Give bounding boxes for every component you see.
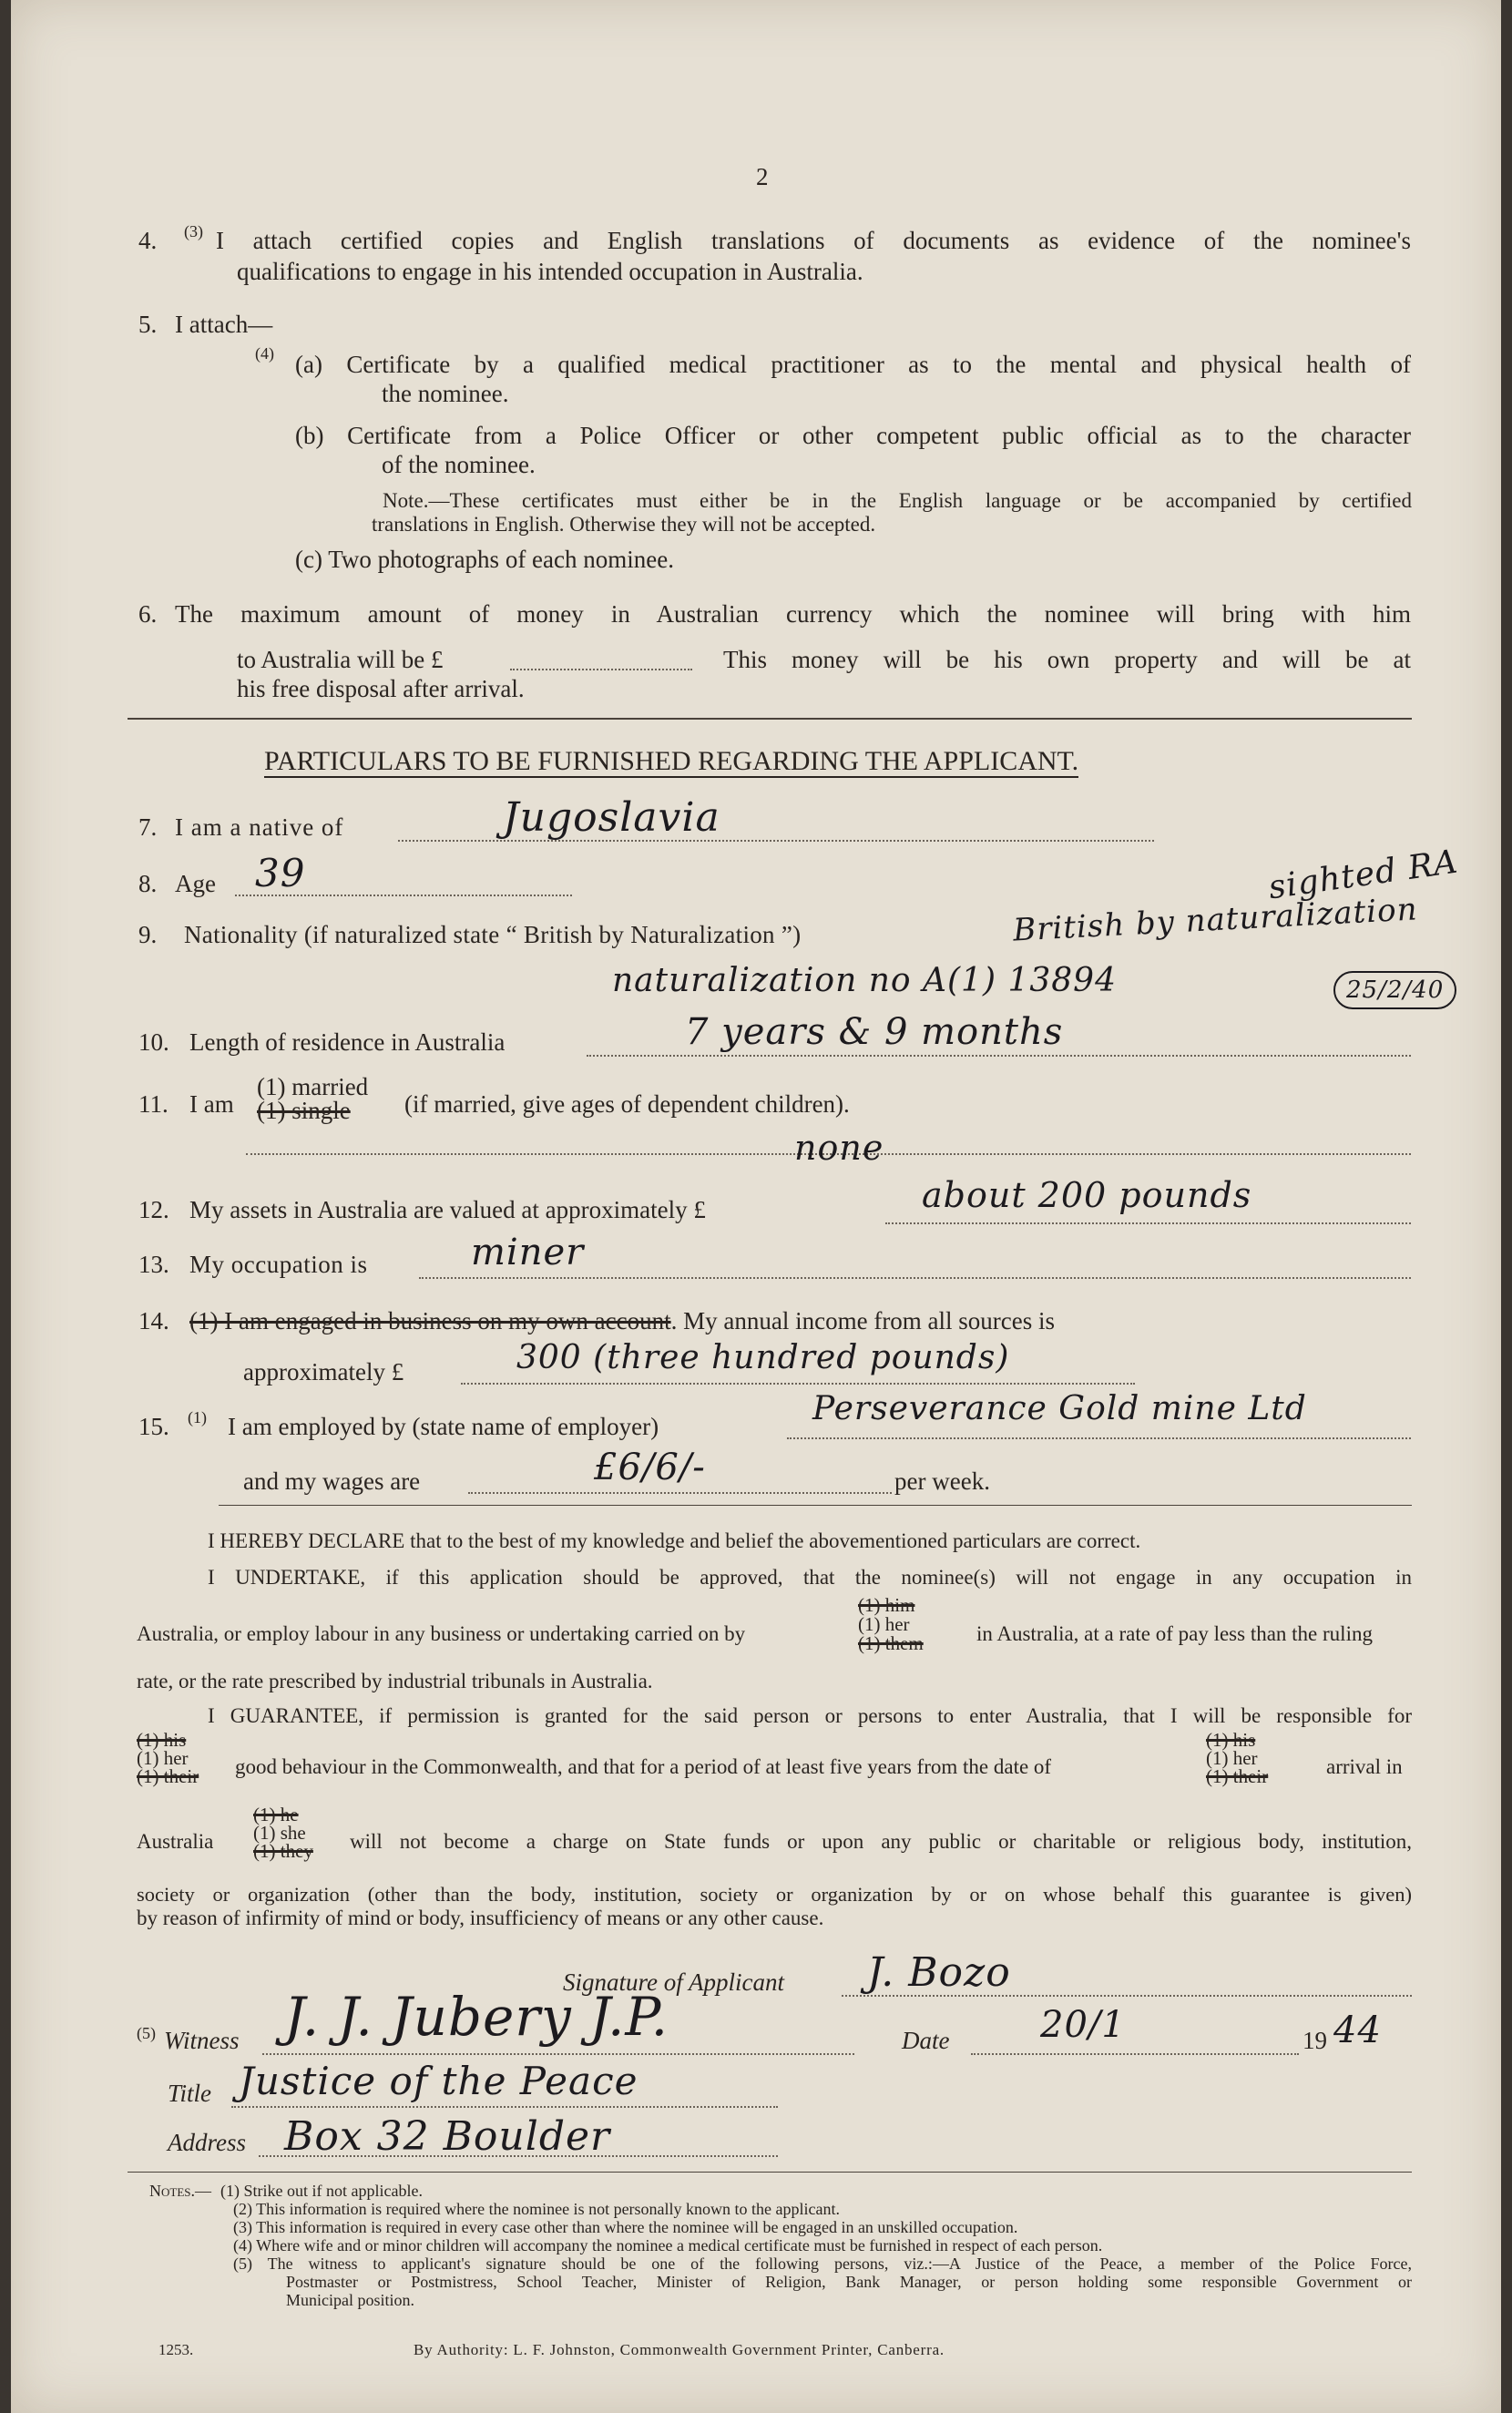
item-5b-line1: (b) Certificate from a Police Officer or other competent public official as to the character — [295, 422, 1411, 449]
item-11-option-single: (1) single — [257, 1097, 351, 1124]
item-7-number: 7. — [138, 813, 158, 841]
guarantee3-option-she: (1) she — [253, 1822, 306, 1844]
item-4-line1: I attach certified copies and English translations of documents as evidence of the nominee's — [216, 227, 1411, 254]
form-number: 1253. — [158, 2341, 194, 2358]
item-5-note-line1: Note.—These certificates must either be in the English language or be accompanied by certified — [383, 489, 1412, 512]
date-value: 20/1 — [1040, 2004, 1126, 2046]
item-6-number: 6. — [138, 600, 158, 628]
item-9-value1: British by naturalization — [1012, 891, 1419, 949]
witness-value: J. J. Jubery J.P. — [284, 1986, 669, 2048]
undertake-option-her: (1) her — [858, 1613, 910, 1635]
note-3: (3) This information is required in every case other than where the nominee will be engaged in an unskilled occupation. — [233, 2218, 1018, 2236]
note-1: (1) Strike out if not applicable. — [220, 2182, 423, 2200]
undertake-pronoun-options — [858, 1596, 924, 1653]
declaration-guarantee-d: society or organization (other than the body, institution, society or organization by or on whose behalf this guarantee is given) — [137, 1883, 1412, 1906]
year-prefix: 19 — [1303, 2027, 1327, 2054]
declaration-declare: I HEREBY DECLARE that to the best of my knowledge and belief the abovementioned particulars are correct. — [208, 1529, 1141, 1552]
guarantee2-option-their: (1) their — [1206, 1765, 1269, 1787]
note-4: (4) Where wife and or minor children will accompany the nominee a medical certificate must be furnished in respect of each person. — [233, 2236, 1103, 2255]
guarantee1-option-their: (1) their — [137, 1765, 199, 1787]
item-12-value: about 200 pounds — [922, 1175, 1252, 1215]
item-11-value: none — [794, 1128, 884, 1168]
item-14-label-b: approximately £ — [243, 1358, 404, 1385]
item-8-value: 39 — [255, 851, 306, 895]
declaration-undertake-b2: in Australia, at a rate of pay less than the ruling — [976, 1622, 1373, 1645]
page-number: 2 — [756, 163, 769, 190]
witness-line — [262, 2053, 854, 2055]
guarantee-pronoun-options-1 — [137, 1731, 199, 1785]
item-9-stamp: 25/2/40 — [1333, 971, 1456, 1009]
item-4-number: 4. — [138, 227, 158, 254]
item-9-label: Nationality (if naturalized state “ British by Naturalization ”) — [184, 921, 802, 948]
item-6-line2a: to Australia will be £ — [237, 646, 444, 673]
section-divider — [128, 718, 1412, 720]
item-13-number: 13. — [138, 1251, 169, 1278]
item-11-label-b: (if married, give ages of dependent children). — [404, 1090, 850, 1118]
undertake-option-him: (1) him — [858, 1594, 915, 1616]
item-15-wages-label: and my wages are — [243, 1467, 421, 1495]
item-4-sup: (3) — [184, 222, 203, 240]
item-5-note-line2: translations in English. Otherwise they will not be accepted. — [372, 513, 876, 536]
declaration-guarantee-b: good behaviour in the Commonwealth, and that for a period of at least five years from the date of — [235, 1755, 1052, 1778]
item-8-number: 8. — [138, 870, 158, 897]
item-15-wages-line — [468, 1492, 892, 1494]
guarantee-pronoun-options-3 — [253, 1805, 313, 1860]
item-10-line — [587, 1055, 1411, 1057]
item-11-option-married: (1) married — [257, 1073, 369, 1100]
item-14-label-a: . My annual income from all sources is — [670, 1307, 1056, 1334]
item-8-label: Age — [175, 870, 216, 897]
note-5: (5) The witness to applicant's signature should be one of the following persons, viz.:—A Justice of the Peace, a member of the Police Force, — [233, 2255, 1412, 2273]
guarantee3-option-he: (1) he — [253, 1804, 299, 1825]
date-line — [971, 2053, 1299, 2055]
item-14-text — [189, 1306, 1055, 1335]
item-10-label: Length of residence in Australia — [189, 1028, 506, 1056]
item-10-number: 10. — [138, 1028, 169, 1056]
item-13-line — [419, 1277, 1411, 1279]
declaration-guarantee-c1: Australia — [137, 1830, 214, 1853]
item-15-number: 15. — [138, 1413, 169, 1440]
section-title: PARTICULARS TO BE FURNISHED REGARDING THE APPLICANT. — [264, 746, 1079, 776]
guarantee2-option-her: (1) her — [1206, 1747, 1258, 1769]
item-5c-line: (c) Two photographs of each nominee. — [295, 546, 674, 573]
address-label: Address — [168, 2129, 246, 2156]
declaration-guarantee-e: by reason of infirmity of mind or body, insufficiency of means or any other cause. — [137, 1907, 824, 1929]
item-5a-sup: (4) — [255, 344, 274, 363]
item-12-label: My assets in Australia are valued at approximately £ — [189, 1196, 706, 1223]
applicant-signature-label: Signature of Applicant — [563, 1968, 784, 1996]
declaration-guarantee-a: I GUARANTEE, if permission is granted for the said person or persons to enter Australia, that I will be responsible for — [208, 1704, 1412, 1727]
item-13-value: miner — [471, 1232, 585, 1273]
note-2: (2) This information is required where the nominee is not personally known to the applicant. — [233, 2200, 841, 2218]
item-7-value: Jugoslavia — [503, 794, 720, 841]
title-line — [231, 2106, 778, 2108]
notes-heading: Notes.— — [149, 2182, 211, 2200]
item-6-line1: The maximum amount of money in Australian currency which the nominee will bring with him — [175, 600, 1411, 628]
guarantee-pronoun-options-2 — [1206, 1731, 1268, 1785]
undertake-option-them: (1) them — [858, 1632, 924, 1654]
item-6-line3: his free disposal after arrival. — [237, 675, 525, 702]
item-14-struck: (1) I am engaged in business on my own account — [189, 1307, 671, 1334]
item-15-label: I am employed by (state name of employer) — [228, 1413, 659, 1440]
item-4-line2: qualifications to engage in his intended occupation in Australia. — [237, 258, 863, 285]
item-5-number: 5. — [138, 311, 158, 338]
item-15-wages-suffix: per week. — [894, 1467, 990, 1495]
guarantee2-option-his: (1) his — [1206, 1729, 1256, 1751]
declaration-undertake-b1: Australia, or employ labour in any business or undertaking carried on by — [137, 1622, 746, 1645]
year-value: 44 — [1333, 2009, 1382, 2051]
item-15-line — [787, 1437, 1411, 1439]
sighted-annotation: sighted RA — [1266, 843, 1461, 907]
declaration-divider — [219, 1505, 1412, 1506]
item-7-label: I am a native of — [175, 813, 344, 841]
item-14-number: 14. — [138, 1307, 169, 1334]
note-5-cont-2: Municipal position. — [286, 2291, 414, 2309]
title-label: Title — [168, 2080, 212, 2107]
item-13-label: My occupation is — [189, 1251, 368, 1278]
date-label: Date — [902, 2027, 950, 2054]
item-5b-line2: of the nominee. — [382, 451, 536, 478]
item-15-sup: (1) — [188, 1408, 207, 1426]
guarantee1-option-his: (1) his — [137, 1729, 187, 1751]
notes-divider — [128, 2172, 1412, 2173]
applicant-signature-value: J. Bozo — [867, 1949, 1011, 1996]
item-9-number: 9. — [138, 921, 158, 948]
item-6-amount-blank — [510, 669, 692, 670]
item-5-text: I attach— — [175, 311, 273, 338]
witness-label: Witness — [164, 2027, 240, 2054]
item-5a-line2: the nominee. — [382, 380, 509, 407]
address-value: Box 32 Boulder — [284, 2113, 611, 2160]
item-14-line — [461, 1383, 1135, 1385]
note-5-cont-1: Postmaster or Postmistress, School Teacher, Minister of Religion, Bank Manager, or person holding some responsible Government or — [286, 2273, 1412, 2291]
item-5a-line1: (a) Certificate by a qualified medical practitioner as to the mental and physical health of — [295, 351, 1411, 378]
witness-sup: (5) — [137, 2024, 156, 2042]
item-15-wages-value: £6/6/- — [594, 1447, 706, 1488]
declaration-undertake-c: rate, or the rate prescribed by industrial tribunals in Australia. — [137, 1670, 653, 1692]
item-6-line2b: This money will be his own property and will be at — [723, 646, 1411, 673]
item-9-value2: naturalization no A(1) 13894 — [612, 962, 1117, 999]
item-11-label-a: I am — [189, 1090, 234, 1118]
item-11-number: 11. — [138, 1090, 169, 1118]
item-12-number: 12. — [138, 1196, 169, 1223]
declaration-guarantee-b2: arrival in — [1326, 1755, 1403, 1778]
declaration-undertake-a: I UNDERTAKE, if this application should be approved, that the nominee(s) will not engage in any occupation in — [208, 1566, 1412, 1589]
item-12-line — [885, 1222, 1411, 1224]
item-14-value: 300 (three hundred pounds) — [516, 1339, 1010, 1376]
guarantee1-option-her: (1) her — [137, 1747, 189, 1769]
printer-authority: By Authority: L. F. Johnston, Commonwealth Government Printer, Canberra. — [414, 2341, 945, 2358]
item-11-options — [257, 1075, 368, 1122]
guarantee3-option-they: (1) they — [253, 1840, 313, 1862]
document-page — [11, 0, 1501, 2413]
declaration-guarantee-c2: will not become a charge on State funds or upon any public or charitable or religious body, institution, — [350, 1830, 1412, 1853]
item-10-value: 7 years & 9 months — [685, 1011, 1064, 1053]
item-15-value: Perseverance Gold mine Ltd — [812, 1390, 1307, 1427]
title-value: Justice of the Peace — [239, 2059, 639, 2103]
